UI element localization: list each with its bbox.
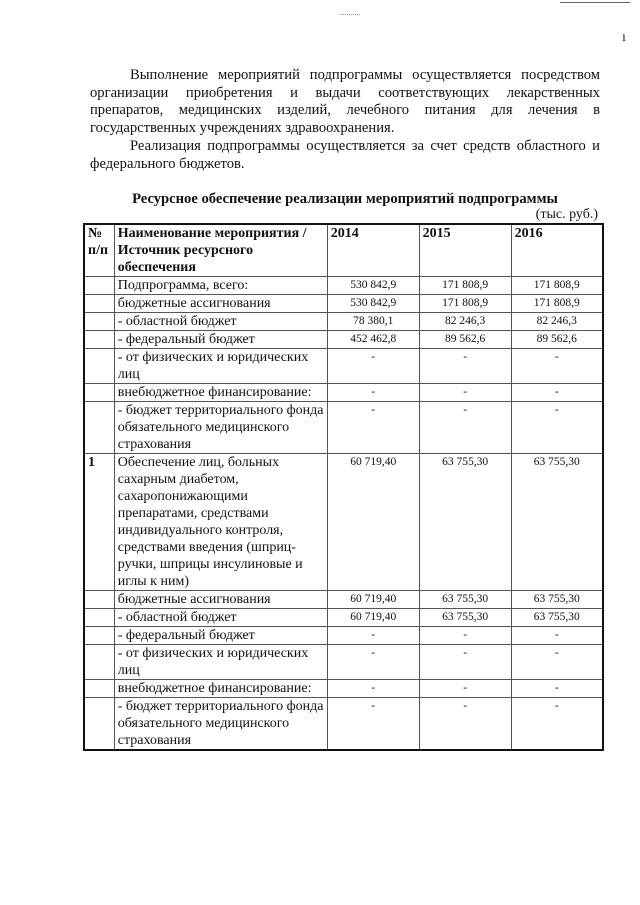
row-num (84, 277, 114, 295)
value-2016: 63 755,30 (511, 454, 603, 591)
row-num (84, 698, 114, 751)
table-row (84, 627, 603, 645)
scan-artifact-mark (340, 10, 360, 15)
scan-artifact-line (560, 2, 630, 3)
value-2015: - (419, 627, 511, 645)
value-2014: 60 719,40 (327, 609, 419, 627)
value-2015: 63 755,30 (419, 454, 511, 591)
value-2015: 63 755,30 (419, 591, 511, 609)
value-2016: 171 808,9 (511, 295, 603, 313)
row-name: внебюджетное финансирование: (114, 680, 327, 698)
value-2015: - (419, 402, 511, 454)
table-row (84, 313, 603, 331)
row-num (84, 627, 114, 645)
row-name: - областной бюджет (114, 609, 327, 627)
row-name: - бюджет территориального фонда обязательного медицинского страхования (114, 698, 327, 751)
value-2016: - (511, 627, 603, 645)
row-num (84, 295, 114, 313)
value-2016: 63 755,30 (511, 609, 603, 627)
value-2016: 89 562,6 (511, 331, 603, 349)
table-row (84, 295, 603, 313)
value-2016: 171 808,9 (511, 277, 603, 295)
header-year-2015: 2015 (419, 224, 511, 277)
row-num (84, 384, 114, 402)
table-row (84, 698, 603, 751)
value-2014: 530 842,9 (327, 277, 419, 295)
row-name: Подпрограмма, всего: (114, 277, 327, 295)
row-num (84, 402, 114, 454)
value-2016: 63 755,30 (511, 591, 603, 609)
value-2015: - (419, 384, 511, 402)
value-2015: 171 808,9 (419, 295, 511, 313)
value-2014: 452 462,8 (327, 331, 419, 349)
header-year-2016: 2016 (511, 224, 603, 277)
value-2015: - (419, 680, 511, 698)
header-year-2014: 2014 (327, 224, 419, 277)
value-2014: 60 719,40 (327, 591, 419, 609)
row-name: - от физических и юридических лиц (114, 349, 327, 384)
table-row (84, 331, 603, 349)
value-2016: - (511, 402, 603, 454)
table-row (84, 645, 603, 680)
table-row (84, 349, 603, 384)
paragraph-text: Реализация подпрограммы осуществляется за счет средств областного и федерального бюджетов. (90, 138, 600, 172)
table-row (84, 277, 603, 295)
value-2014: - (327, 645, 419, 680)
value-2014: - (327, 627, 419, 645)
value-2016: - (511, 645, 603, 680)
table-row (84, 609, 603, 627)
value-2015: - (419, 349, 511, 384)
value-2015: 63 755,30 (419, 609, 511, 627)
table-title: Ресурсное обеспечение реализации мероприятий подпрограммы (132, 191, 558, 207)
row-num (84, 349, 114, 384)
value-2014: 530 842,9 (327, 295, 419, 313)
row-num (84, 331, 114, 349)
resource-table (83, 223, 604, 751)
row-num (84, 591, 114, 609)
row-name: бюджетные ассигнования (114, 591, 327, 609)
value-2016: - (511, 698, 603, 751)
table-header-row (84, 224, 603, 277)
header-name: Наименование мероприятия / Источник ресурсного обеспечения (114, 224, 327, 277)
value-2014: 60 719,40 (327, 454, 419, 591)
row-name: - федеральный бюджет (114, 627, 327, 645)
value-2014: 78 380,1 (327, 313, 419, 331)
row-num (84, 645, 114, 680)
paragraph-text: Выполнение мероприятий подпрограммы осуществляется посредством организации приобретения и выдачи соответствующих лекарственных препаратов, медицинских изделий, лечебного питания для лечения в государственных учреждениях здравоохранения. (90, 67, 600, 136)
table-row (84, 591, 603, 609)
value-2016: 82 246,3 (511, 313, 603, 331)
row-num (84, 680, 114, 698)
row-name: - федеральный бюджет (114, 331, 327, 349)
row-name: - областной бюджет (114, 313, 327, 331)
value-2014: - (327, 384, 419, 402)
value-2015: 82 246,3 (419, 313, 511, 331)
value-2016: - (511, 349, 603, 384)
row-name: - бюджет территориального фонда обязательного медицинского страхования (114, 402, 327, 454)
row-name: бюджетные ассигнования (114, 295, 327, 313)
table-row (84, 454, 603, 591)
value-2014: - (327, 402, 419, 454)
row-num (84, 609, 114, 627)
row-name: внебюджетное финансирование: (114, 384, 327, 402)
row-num: 1 (84, 454, 114, 591)
row-name: Обеспечение лиц, больных сахарным диабетом, сахаропонижающими препаратами, средствами индивидуального контроля, средствами введения (шприц-ручки, шприцы инсулиновые и иглы к ним) (114, 454, 327, 591)
value-2016: - (511, 680, 603, 698)
value-2015: - (419, 645, 511, 680)
value-2015: - (419, 698, 511, 751)
table-row (84, 680, 603, 698)
table-row (84, 402, 603, 454)
value-2015: 171 808,9 (419, 277, 511, 295)
paragraph-funding (90, 138, 600, 173)
value-2014: - (327, 349, 419, 384)
table-row (84, 384, 603, 402)
row-num (84, 313, 114, 331)
value-2016: - (511, 384, 603, 402)
value-2015: 89 562,6 (419, 331, 511, 349)
scan-artifact-tick: ı (622, 30, 626, 45)
value-2014: - (327, 698, 419, 751)
paragraph-implementation (90, 67, 600, 137)
row-name: - от физических и юридических лиц (114, 645, 327, 680)
table-units: (тыс. руб.) (535, 207, 598, 222)
value-2014: - (327, 680, 419, 698)
header-num: № п/п (84, 224, 114, 277)
